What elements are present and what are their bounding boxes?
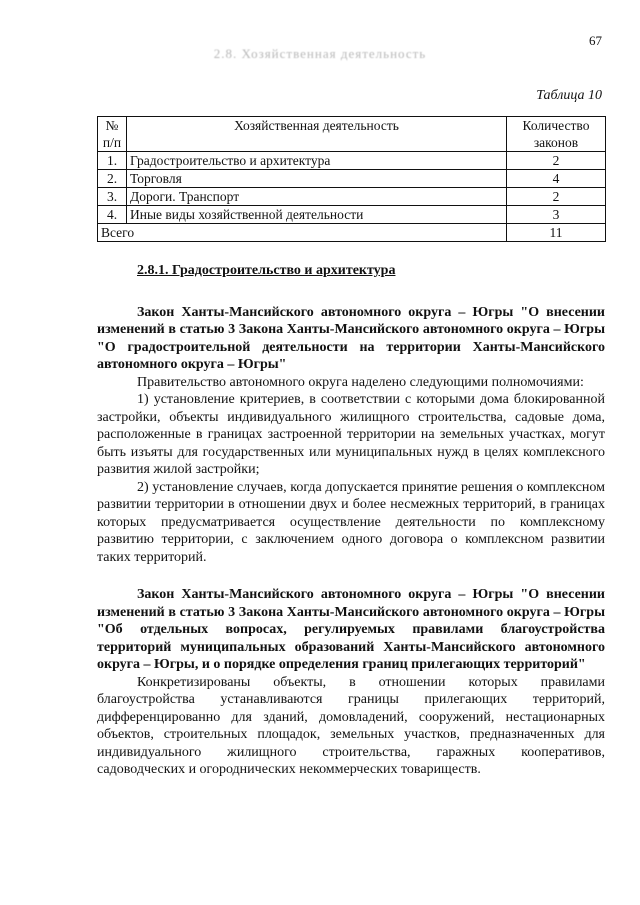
paragraph: 1) установление критериев, в соответствии с которыми дома блокированной застройки, объекты индивидуального жилищного строительства, садовые дома, расположенные в границах застроенной территории на земельных участках, могут быть изъяты для государственных или муниципальных нужд в целях комплексного развития жилой застройки; bbox=[97, 392, 605, 477]
paragraph: Правительство автономного округа наделено следующими полномочиями: bbox=[137, 374, 584, 390]
table-row bbox=[98, 206, 606, 224]
header-count bbox=[507, 117, 606, 152]
header-count-line2: законов bbox=[533, 135, 579, 150]
table-total-row bbox=[98, 224, 606, 242]
table-row bbox=[98, 152, 606, 170]
law-title: Закон Ханты-Мансийского автономного округа – Югры "О внесении изменений в статью 3 Закона Ханты-Мансийского автономного округа – Югры "О градостроительной деятельности на территории Ханты-Мансийского автономного округа – Югры" bbox=[97, 304, 605, 372]
row-name: Иные виды хозяйственной деятельности bbox=[127, 206, 507, 224]
law-title: Закон Ханты-Мансийского автономного округа – Югры "О внесении изменений в статью 3 Закона Ханты-Мансийского автономного округа – Югры "Об отдельных вопросах, регулируемых правилами благоустройства территорий муниципальных образований Ханты-Мансийского автономного округа – Югры, и о порядке определения границ прилегающих территорий" bbox=[97, 587, 605, 672]
header-num-line1: № bbox=[105, 118, 119, 133]
row-count: 2 bbox=[507, 152, 606, 170]
row-num: 4. bbox=[98, 206, 127, 224]
row-count: 3 bbox=[507, 206, 606, 224]
row-count: 4 bbox=[507, 170, 606, 188]
running-header: 2.8. Хозяйственная деятельность bbox=[213, 46, 427, 61]
total-count: 11 bbox=[507, 224, 606, 242]
header-count-line1: Количество bbox=[522, 118, 590, 133]
document-body bbox=[97, 262, 605, 779]
row-name: Дороги. Транспорт bbox=[127, 188, 507, 206]
row-num: 2. bbox=[98, 170, 127, 188]
row-name: Торговля bbox=[127, 170, 507, 188]
header-num-line2: п/п bbox=[102, 135, 122, 150]
activity-table bbox=[97, 116, 606, 242]
header-num bbox=[98, 117, 127, 152]
total-label: Всего bbox=[98, 224, 507, 242]
paragraph: 2) установление случаев, когда допускается принятие решения о комплексном развитии территории в отношении двух и более несмежных территорий, в границах которых предусматривается осуществление деятельности по комплексному развитию территории, с заключением одного договора о комплексном развитии таких территорий. bbox=[97, 479, 605, 565]
row-num: 1. bbox=[98, 152, 127, 170]
table-row bbox=[98, 188, 606, 206]
header-activity: Хозяйственная деятельность bbox=[127, 117, 507, 152]
section-heading: 2.8.1. Градостроительство и архитектура bbox=[137, 263, 396, 278]
spacer bbox=[97, 566, 605, 586]
table-header-row bbox=[98, 117, 606, 152]
row-num: 3. bbox=[98, 188, 127, 206]
table-caption: Таблица 10 bbox=[536, 88, 602, 103]
row-name: Градостроительство и архитектура bbox=[127, 152, 507, 170]
page-number: 67 bbox=[589, 33, 602, 48]
row-count: 2 bbox=[507, 188, 606, 206]
table-row bbox=[98, 170, 606, 188]
paragraph: Конкретизированы объекты, в отношении которых правилами благоустройства устанавливаются границы прилегающих территорий, дифференцированно для зданий, домовладений, сооружений, нестационарных объектов, строительных площадок, земельных участков, предназначенных для индивидуального жилищного строительства, гаражных кооперативов, садоводческих и огороднических некоммерческих товариществ. bbox=[97, 674, 605, 777]
